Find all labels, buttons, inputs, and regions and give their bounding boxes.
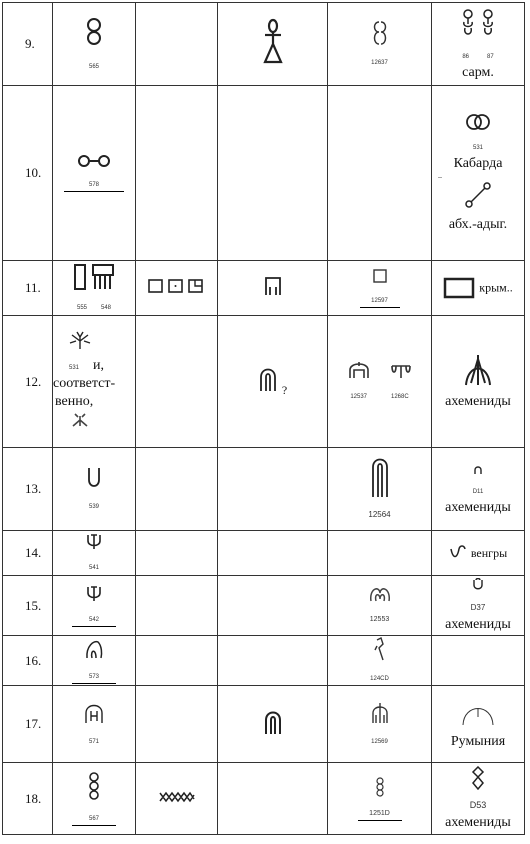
sign-cell (53, 86, 136, 261)
empty-cell (218, 86, 328, 261)
table-row (3, 448, 525, 531)
double-loop-icon (84, 16, 104, 50)
empty-cell (328, 531, 432, 576)
sign-cell (328, 3, 432, 86)
trident-u-icon (84, 533, 104, 551)
sign-cell (53, 576, 136, 636)
small-square-icon (372, 268, 388, 284)
sign-code: 555 (76, 304, 87, 311)
arch-h-icon (83, 701, 105, 725)
zigzag-icon (158, 791, 196, 803)
sign-code: 87 (487, 53, 494, 60)
u-shape-icon (86, 466, 102, 490)
comparison-cell (432, 261, 525, 316)
bracket-loop-icon (370, 20, 390, 46)
culture-label: сарм. (462, 64, 494, 80)
sign-cell (53, 636, 136, 686)
sign-code: 12537 (350, 394, 367, 400)
culture-label: абх.-адыг. (448, 217, 508, 232)
sign-code: 548 (101, 304, 112, 311)
sign-cell (218, 261, 328, 316)
wide-rectangle-icon (443, 277, 475, 299)
sign-cell (218, 3, 328, 86)
sign-cell (218, 316, 328, 448)
diamond-chain-icon (471, 766, 485, 790)
table-row (3, 686, 525, 763)
trident-u-icon (84, 585, 104, 603)
sign-cell (53, 261, 136, 316)
leaf-arch-icon (84, 638, 104, 660)
sign-cell (328, 316, 432, 448)
dumbbell-diagonal-icon (463, 180, 493, 210)
small-arch-icon (473, 465, 483, 475)
sign-code: D11 (472, 489, 484, 495)
sign-cell (136, 763, 218, 835)
row-number: 16. (3, 636, 53, 686)
culture-label: Кабарда (453, 156, 503, 171)
sign-cell (328, 261, 432, 316)
empty-cell (218, 531, 328, 576)
sign-cell (53, 316, 136, 448)
culture-label: крым.. (479, 280, 513, 295)
comparison-cell (432, 316, 525, 448)
empty-cell (136, 531, 218, 576)
empty-cell (136, 3, 218, 86)
sign-code: 12564 (368, 509, 391, 519)
sign-cell (53, 531, 136, 576)
sign-code: 1251D (369, 809, 390, 817)
sign-code: 531 (472, 145, 483, 151)
table-row (3, 531, 525, 576)
comparison-cell (432, 576, 525, 636)
chain-loop-icon (375, 777, 385, 797)
tall-arch-icon (370, 457, 390, 499)
sign-code: 531 (69, 364, 80, 371)
stepped-arch-icon (347, 360, 371, 380)
question-mark: ? (281, 383, 288, 397)
row-number: 11. (3, 261, 53, 316)
empty-cell (136, 316, 218, 448)
comparison-cell (432, 531, 525, 576)
three-squares-icon (147, 277, 207, 295)
sign-code: 539 (88, 503, 99, 510)
row-number: 18. (3, 763, 53, 835)
sign-cell (53, 448, 136, 531)
row-number: 12. (3, 316, 53, 448)
row-number: 10. (3, 86, 53, 261)
row-number: 13. (3, 448, 53, 531)
sign-code: 86 (462, 53, 469, 60)
culture-label: венгры (470, 546, 508, 560)
sign-code: 565 (88, 63, 99, 70)
triple-loop-icon (86, 772, 102, 802)
thin-arch-icon (460, 699, 496, 727)
empty-cell (136, 448, 218, 531)
comparison-cell (432, 86, 525, 261)
ankh-like-icon (261, 18, 285, 66)
loop-stem-icon (480, 8, 496, 40)
sign-code: 578 (88, 182, 99, 188)
sign-cell (53, 686, 136, 763)
empty-cell (328, 86, 432, 261)
loop-stem-icon (460, 8, 476, 40)
table-row (3, 86, 525, 261)
sign-code: 1268C (391, 394, 409, 400)
linked-rings-icon (77, 154, 111, 168)
arch-stem-icon (370, 701, 390, 725)
sign-cell (328, 448, 432, 531)
comparison-cell (432, 448, 525, 531)
row-number: 14. (3, 531, 53, 576)
gate-icon (263, 275, 283, 297)
empty-cell (432, 636, 525, 686)
table-row (3, 3, 525, 86)
sign-cell (136, 261, 218, 316)
table-row (3, 576, 525, 636)
sign-code: D53 (469, 800, 487, 810)
culture-label: ахемениды (445, 394, 511, 409)
table-row (3, 763, 525, 835)
arch-icon (263, 708, 283, 736)
burst-icon (67, 410, 93, 428)
u-loop-icon (471, 578, 485, 592)
table-row (3, 636, 525, 686)
hook-stem-icon (371, 636, 389, 662)
empty-cell (218, 448, 328, 531)
empty-cell (136, 86, 218, 261)
comparison-cell (432, 686, 525, 763)
culture-label: ахемениды (445, 815, 511, 830)
sign-code: 12553 (369, 616, 390, 623)
note-text: и, (93, 357, 105, 373)
sign-cell (328, 763, 432, 835)
empty-cell (136, 636, 218, 686)
table-row (3, 316, 525, 448)
comb-icon (91, 263, 115, 291)
comparison-cell (432, 763, 525, 835)
culture-label: Румыния (450, 733, 506, 749)
burst-icon (67, 331, 93, 351)
sign-code: 542 (88, 616, 99, 623)
dots: .. (438, 171, 442, 180)
overlapping-rings-icon (465, 113, 491, 131)
culture-label: ахемениды (445, 500, 511, 515)
note-text: соответст- (53, 375, 116, 391)
empty-cell (136, 576, 218, 636)
empty-cell (218, 636, 328, 686)
sign-code: 124CD (370, 676, 389, 682)
empty-cell (218, 763, 328, 835)
sign-cell (53, 3, 136, 86)
hook-v-icon (449, 545, 467, 561)
row-number: 9. (3, 3, 53, 86)
note-text: венно, (55, 393, 94, 409)
sign-code: 573 (88, 673, 99, 680)
sign-cell (328, 636, 432, 686)
sign-cell (53, 763, 136, 835)
sign-code: 541 (88, 564, 99, 571)
sign-code: 12637 (371, 59, 388, 66)
omega-loop-icon (368, 585, 392, 603)
arch-icon (258, 365, 278, 393)
sign-code: 12569 (371, 738, 388, 745)
sign-code: 12597 (371, 298, 388, 304)
scales-icon (389, 360, 413, 380)
culture-label: ахемениды (445, 617, 511, 632)
row-number: 17. (3, 686, 53, 763)
signs-table (2, 2, 525, 835)
empty-cell (136, 686, 218, 763)
sign-cell (328, 576, 432, 636)
sign-cell (328, 686, 432, 763)
sign-code: D37 (470, 603, 486, 612)
trident-arch-icon (463, 353, 493, 387)
sign-cell (218, 686, 328, 763)
comparison-cell (432, 3, 525, 86)
sign-code: 567 (88, 815, 99, 822)
empty-cell (218, 576, 328, 636)
tall-rectangle-icon (73, 263, 87, 291)
row-number: 15. (3, 576, 53, 636)
sign-code: 571 (88, 738, 99, 745)
table-row (3, 261, 525, 316)
